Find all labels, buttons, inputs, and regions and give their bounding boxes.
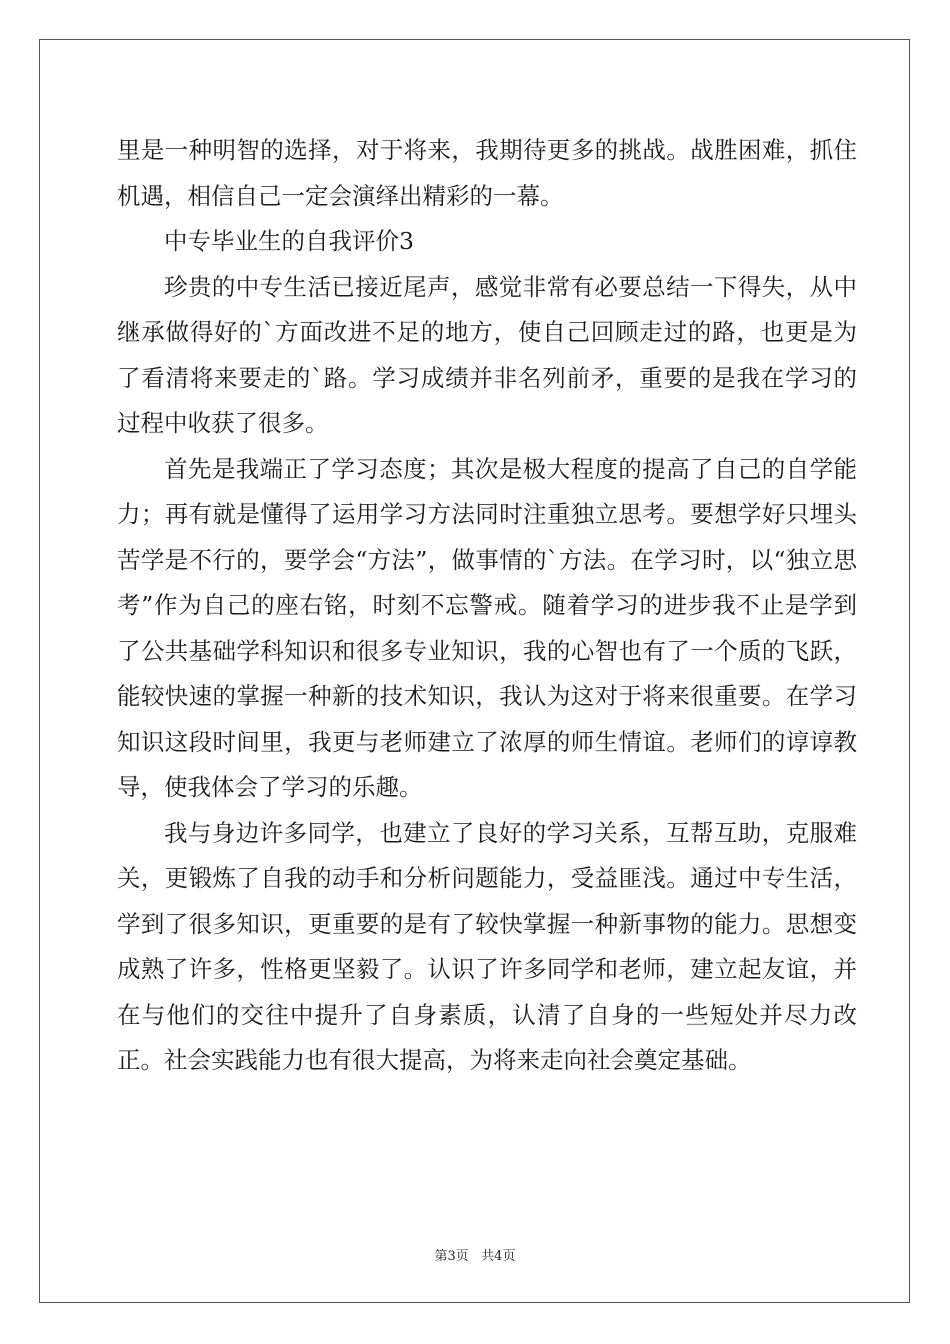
document-body <box>117 128 857 1084</box>
paragraph: 珍贵的中专生活已接近尾声，感觉非常有必要总结一下得失，从中继承做得好的`方面改进不足的地方，使自己回顾走过的路，也更是为了看清将来要走的`路。学习成绩并非名列前矛，重要的是我在学习的过程中收获了很多。 <box>117 272 857 437</box>
paragraph: 首先是我端正了学习态度；其次是极大程度的提高了自己的自学能力；再有就是懂得了运用学习方法同时注重独立思考。要想学好只埋头苦学是不行的，要学会“方法”，做事情的`方法。在学习时，以“独立思考”作为自己的座右铭，时刻不忘警戒。随着学习的进步我不止是学到了公共基础学科知识和很多专业知识，我的心智也有了一个质的飞跃，能较快速的掌握一种新的技术知识，我认为这对于将来很重要。在学习知识这段时间里，我更与老师建立了浓厚的师生情谊。老师们的谆谆教导，使我体会了学习的乐趣。 <box>117 454 857 801</box>
paragraph-continuation: 里是一种明智的选择，对于将来，我期待更多的挑战。战胜困难，抓住机遇，相信自己一定会演绎出精彩的一幕。 <box>117 136 857 210</box>
page-number-footer: 第3页 共4页 <box>434 1249 516 1264</box>
paragraph: 我与身边许多同学，也建立了良好的学习关系，互帮互助，克服难关，更锻炼了自我的动手和分析问题能力，受益匪浅。通过中专生活，学到了很多知识，更重要的是有了较快掌握一种新事物的能力。思想变成熟了许多，性格更坚毅了。认识了许多同学和老师，建立起友谊，并在与他们的交往中提升了自身素质，认清了自身的一些短处并尽力改正。社会实践能力也有很大提高，为将来走向社会奠定基础。 <box>117 818 857 1074</box>
section-heading: 中专毕业生的自我评价3 <box>164 227 414 255</box>
